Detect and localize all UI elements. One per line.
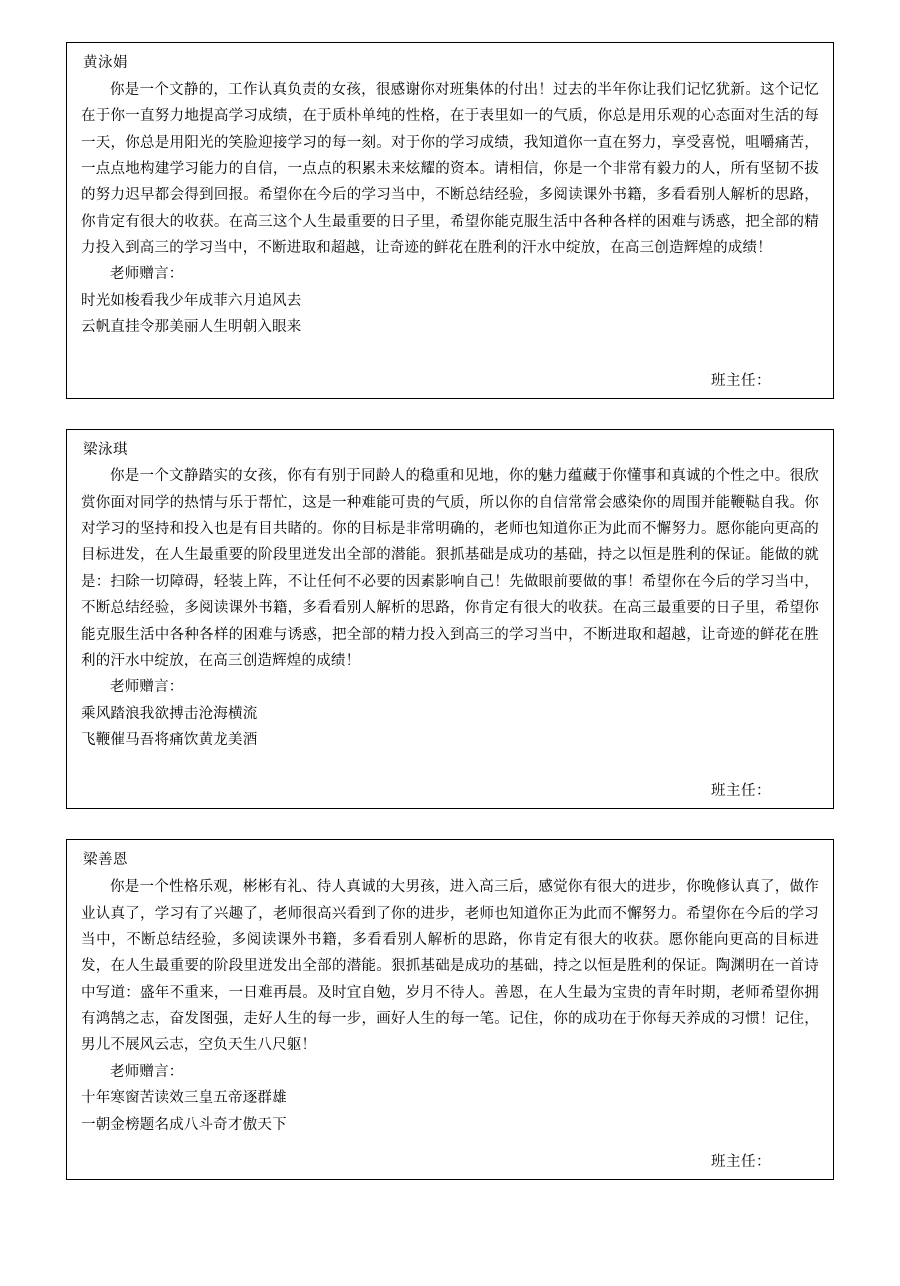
signature-row <box>81 1150 819 1171</box>
student-comment-card <box>66 429 834 810</box>
student-name: 黄泳娟 <box>83 55 128 71</box>
gift-label: 老师赠言： <box>110 679 184 696</box>
gift-label: 老师赠言： <box>110 266 184 283</box>
comment-text: 你是一个文静的，工作认真负责的女孩，很感谢你对班集体的付出！过去的半年你让我们记忆犹新。这个记忆在于你一直努力地提高学习成绩，在于质朴单纯的性格，在于表里如一的气质，你总是用乐观的心态面对生活的每一天，你总是用阳光的笑脸迎接学习的每一刻。对于你的学习成绩，我知道你一直在努力，享受喜悦，咀嚼痛苦，一点点地构建学习能力的自信，一点点的积累未来炫耀的资本。请相信，你是一个非常有毅力的人，所有坚韧不拔的努力迟早都会得到回报。希望你在今后的学习当中，不断总结经验，多阅读课外书籍，多看看别人解析的思路，你肯定有很大的收获。在高三这个人生最重要的日子里，希望你能克服生活中各种各样的困难与诱惑，把全部的精力投入到高三的学习当中，不断进取和超越，让奇迹的鲜花在胜利的汗水中绽放，在高三创造辉煌的成绩！ <box>81 81 819 256</box>
couplet-line-1: 时光如梭看我少年成菲六月追风去 <box>81 292 302 309</box>
couplet-line-1: 乘风踏浪我欲搏击沧海横流 <box>81 705 258 722</box>
signature-label: 班主任： <box>711 1153 771 1170</box>
signature-row <box>81 369 819 390</box>
couplet-line-2: 飞鞭催马吾将痛饮黄龙美酒 <box>81 732 258 748</box>
gift-label: 老师赠言： <box>110 1063 184 1080</box>
couplet-line-1: 十年寒窗苦读效三皇五帝逐群雄 <box>81 1090 287 1107</box>
student-name: 梁泳琪 <box>83 441 128 458</box>
signature-label: 班主任： <box>711 783 771 800</box>
couplet-line-2: 一朝金榜题名成八斗奇才傲天下 <box>81 1116 287 1133</box>
signature-row <box>81 779 819 800</box>
signature-label: 班主任： <box>711 372 771 389</box>
comment-text: 你是一个性格乐观，彬彬有礼、待人真诚的大男孩，进入高三后，感觉你有很大的进步，你晚修认真了，做作业认真了，学习有了兴趣了，老师很高兴看到了你的进步，老师也知道你正为此而不懈努力。希望你在今后的学习当中，不断总结经验，多阅读课外书籍，多看看别人解析的思路，你肯定有很大的收获。愿你能向更高的目标进发，在人生最重要的阶段里迸发出全部的潜能。狠抓基础是成功的基础，持之以恒是胜利的保证。陶渊明在一首诗中写道：盛年不重来，一日难再晨。及时宜自勉，岁月不待人。善恩，在人生最为宝贵的青年时期，老师希望你拥有鸿鹄之志，奋发图强，走好人生的每一步，画好人生的每一笔。记住，你的成功在于你每天养成的习惯！记住，男儿不展风云志，空负天生八尺躯！ <box>81 879 819 1054</box>
student-comment-card <box>66 42 834 399</box>
student-comment-card <box>66 839 834 1180</box>
student-name: 梁善恩 <box>83 852 128 869</box>
couplet-line-2: 云帆直挂令那美丽人生明朝入眼来 <box>81 319 302 336</box>
comment-text: 你是一个文静踏实的女孩，你有有别于同龄人的稳重和见地，你的魅力蕴藏于你懂事和真诚的个性之中。很欣赏你面对同学的热情与乐于帮忙，这是一种难能可贵的气质，所以你的自信常常会感染你的周围并能鞭鞑自我。你对学习的坚持和投入也是有目共睹的。你的目标是非常明确的，老师也知道你正为此而不懈努力。愿你能向更高的目标进发，在人生最重要的阶段里迸发出全部的潜能。狠抓基础是成功的基础，持之以恒是胜利的保证。能做的就是：扫除一切障碍，轻装上阵，不让任何不必要的因素影响自己！先做眼前要做的事！希望你在今后的学习当中，不断总结经验，多阅读课外书籍，多看看别人解析的思路，你肯定有很大的收获。在高三最重要的日子里，希望你能克服生活中各种各样的困难与诱惑，把全部的精力投入到高三的学习当中，不断进取和超越，让奇迹的鲜花在胜利的汗水中绽放，在高三创造辉煌的成绩！ <box>81 468 819 669</box>
